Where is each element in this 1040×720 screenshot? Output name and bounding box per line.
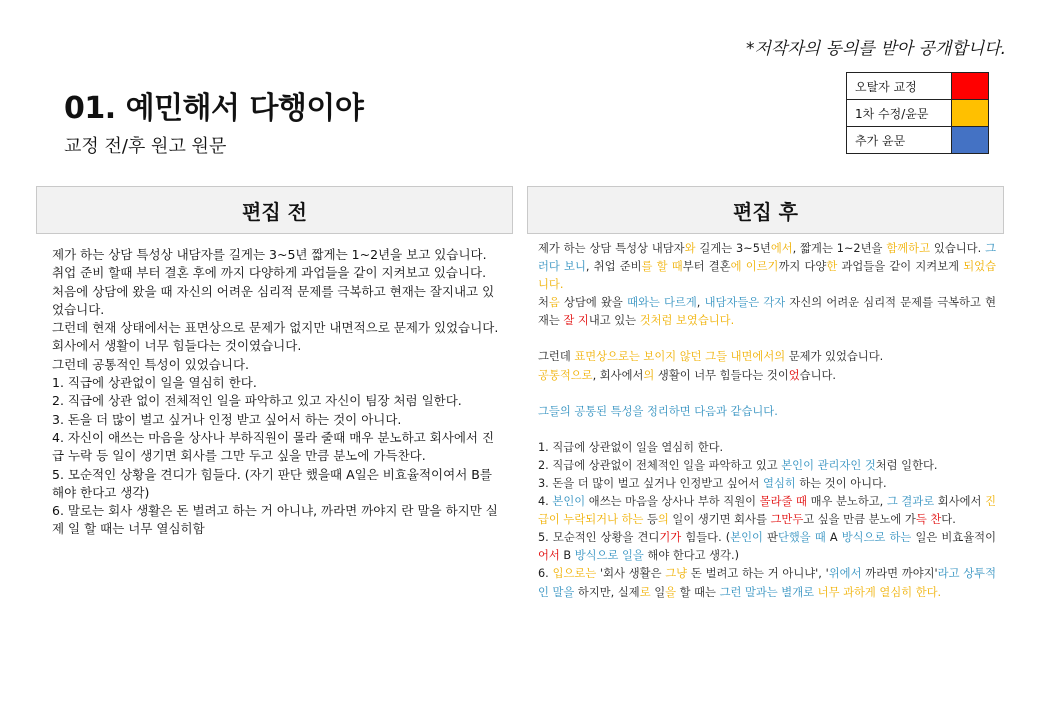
text-segment: 회사에서 bbox=[934, 495, 986, 509]
first-edit: 너무 과하게 열심히 한다. bbox=[817, 585, 942, 599]
typo-fix: 득 찬 bbox=[915, 513, 942, 527]
text-segment: 부터 결혼 bbox=[682, 260, 731, 274]
text-segment: 할 때는 bbox=[676, 585, 720, 599]
legend-label: 1차 수정/윤문 bbox=[847, 100, 952, 127]
extra-edit: 그들의 공통된 특성을 정리하면 다음과 같습니다. bbox=[538, 404, 778, 418]
text-segment: 1. 직급에 상관없이 일을 열심히 한다. bbox=[538, 440, 724, 454]
first-edit: 와 bbox=[684, 242, 696, 255]
extra-edit: 본인이 bbox=[730, 531, 763, 545]
first-edit: 그냥 bbox=[665, 567, 688, 581]
before-paragraph: 처음에 상담에 왔을 때 자신의 어려운 심리적 문제를 극복하고 현재는 잘지내고 있었습니다. bbox=[52, 283, 495, 317]
text-segment: 과업들을 같이 지켜보게 bbox=[837, 260, 964, 274]
typo-fix: 잘 지 bbox=[563, 314, 589, 328]
text-segment: 까지 다양 bbox=[778, 260, 827, 274]
legend-swatch-red bbox=[952, 73, 989, 100]
extra-edit: 내담자들은 각자 bbox=[704, 296, 786, 310]
text-segment: 길게는 3~5년 bbox=[695, 242, 771, 255]
text-segment: 매우 분노하고, bbox=[806, 495, 887, 509]
typo-fix: 었 bbox=[788, 368, 800, 382]
extra-edit: 본인이 관리자인 것 bbox=[781, 458, 876, 472]
after-paragraph bbox=[538, 475, 996, 493]
after-paragraph bbox=[538, 493, 996, 529]
text-segment: 판 bbox=[762, 531, 778, 545]
extra-edit: 때와는 다르게 bbox=[627, 296, 697, 310]
legend-swatch-yellow bbox=[952, 100, 989, 127]
first-edit: 입으로는 bbox=[552, 567, 597, 581]
text-segment: 내고 있는 bbox=[588, 314, 640, 328]
extra-edit: 위에서 bbox=[828, 567, 862, 581]
before-paragraph: 제가 하는 상담 특성상 내담자를 길게는 3~5년 짧게는 1~2년을 보고 있습니다. bbox=[52, 247, 487, 262]
text-segment: 해야 한다고 생각.) bbox=[643, 549, 740, 563]
text-segment: 자신의 어려운 심리적 문제를 극복하고 현재는 bbox=[538, 296, 996, 328]
extra-edit: 그런 말과는 별개로 bbox=[719, 585, 815, 599]
before-paragraph: 그런데 현재 상태에서는 표면상으로 문제가 없지만 내면적으로 문제가 있었습니다. bbox=[52, 320, 499, 336]
first-edit: 의 bbox=[643, 368, 655, 382]
first-edit: 로 bbox=[639, 585, 651, 599]
extra-edit: 그 결과로 bbox=[886, 495, 935, 509]
before-paragraph: 그런데 공통적인 특성이 있었습니다. bbox=[52, 356, 250, 372]
text-segment: 생활이 너무 힘들다는 것이 bbox=[654, 368, 789, 382]
text-segment: 하지만, 실제 bbox=[574, 585, 640, 599]
paragraph-gap bbox=[538, 330, 996, 348]
paragraph-gap bbox=[538, 421, 996, 439]
text-segment: 일은 비효율적이 bbox=[911, 531, 996, 545]
before-paragraph: 취업 준비 할때 부터 결혼 후에 까지 다양하게 과업들을 같이 지켜보고 있습니다. bbox=[52, 265, 487, 281]
extra-edit: 열심히 bbox=[763, 476, 796, 490]
extra-edit: 방식으로 하는 bbox=[841, 531, 912, 545]
text-segment: 3. 돈을 더 많이 벌고 싶거나 인정받고 싶어서 bbox=[538, 476, 764, 490]
page-title: 01. 예민해서 다행이야 bbox=[64, 91, 364, 126]
text-segment: 다. bbox=[941, 513, 956, 527]
legend-label: 추가 윤문 bbox=[847, 127, 952, 154]
text-segment: 애쓰는 마음을 상사나 부하 직원이 bbox=[585, 495, 760, 509]
text-segment: A bbox=[825, 531, 842, 545]
before-text bbox=[52, 246, 504, 539]
after-panel-header: 편집 후 bbox=[527, 186, 1004, 234]
typo-fix: 그만두 bbox=[770, 513, 804, 527]
paragraph-gap bbox=[538, 385, 996, 403]
text-segment: 6. bbox=[538, 567, 553, 581]
after-paragraph bbox=[538, 529, 996, 565]
before-paragraph: 2. 직급에 상관 없이 전체적인 일을 파악하고 있고 자신이 팀장 처럼 일한다. bbox=[52, 393, 462, 409]
before-paragraph: 3. 돈을 더 많이 벌고 싶거나 인정 받고 싶어서 하는 것이 아니다. bbox=[52, 411, 402, 427]
after-paragraph bbox=[538, 439, 996, 457]
typo-fix: 기가 bbox=[659, 531, 682, 545]
first-edit: 음 bbox=[548, 296, 560, 310]
text-segment: 4. bbox=[538, 495, 553, 509]
first-edit: 진급이 누락되거나 하는 bbox=[538, 495, 996, 527]
after-paragraph bbox=[538, 348, 996, 366]
text-segment: 그런데 bbox=[538, 350, 575, 364]
first-edit: 을 bbox=[665, 585, 677, 599]
color-legend bbox=[846, 72, 989, 154]
legend-label: 오탈자 교정 bbox=[847, 73, 952, 100]
text-segment: 제가 하는 상담 특성상 내담자 bbox=[538, 242, 685, 255]
text-segment: 2. 직급에 상관없이 전체적인 일을 파악하고 있고 bbox=[538, 458, 782, 472]
extra-edit: 그러다 보니 bbox=[538, 242, 996, 274]
text-segment: , bbox=[696, 296, 705, 310]
after-paragraph bbox=[538, 403, 996, 421]
text-segment: '회사 생활은 bbox=[596, 567, 666, 581]
text-segment: B bbox=[559, 549, 575, 563]
text-segment: 등 bbox=[643, 513, 658, 527]
text-segment: 하는 것이 아니다. bbox=[795, 476, 887, 490]
text-segment: 처럼 일한다. bbox=[875, 458, 938, 472]
extra-edit: 단했을 때 bbox=[777, 531, 826, 545]
first-edit: 되었습니다. bbox=[538, 260, 996, 292]
text-segment: , 짧게는 1~2년을 bbox=[792, 242, 887, 255]
after-paragraph bbox=[538, 240, 996, 294]
text-segment: 상담에 왔을 bbox=[559, 296, 628, 310]
first-edit: 표면상으로는 보이지 않던 그들 내면에서의 bbox=[574, 350, 786, 364]
before-paragraph: 6. 말로는 회사 생활은 돈 벌려고 하는 거 아니냐, 까라면 까야지 란 말을 하지만 실제 일 할 때는 너무 열심히함 bbox=[52, 503, 498, 537]
text-segment: 일 bbox=[650, 585, 666, 599]
text-segment: 습니다. bbox=[799, 368, 837, 382]
legend-row-typo bbox=[847, 73, 989, 100]
text-segment: 까라면 까야지' bbox=[861, 567, 938, 581]
first-edit: 에서 bbox=[770, 242, 793, 255]
text-segment: , 회사에서 bbox=[592, 368, 644, 382]
first-edit: 공통적으로 bbox=[538, 368, 593, 382]
page-subtitle: 교정 전/후 원고 원문 bbox=[64, 136, 227, 157]
after-paragraph bbox=[538, 565, 996, 601]
legend-swatch-blue bbox=[952, 127, 989, 154]
first-edit: 함께하고 bbox=[886, 242, 931, 255]
before-paragraph: 회사에서 생활이 너무 힘들다는 것이였습니다. bbox=[52, 338, 302, 354]
text-segment: 있습니다. bbox=[930, 242, 986, 255]
extra-edit: 라고 상투적인 말을 bbox=[538, 567, 997, 599]
text-segment: 처 bbox=[538, 296, 549, 310]
first-edit: 를 할 때 bbox=[641, 260, 683, 274]
copyright-notice: *저작자의 동의를 받아 공개합니다. bbox=[745, 39, 1006, 59]
after-paragraph bbox=[538, 367, 996, 385]
text-segment: 돈 벌려고 하는 거 아니냐', ' bbox=[687, 567, 829, 581]
extra-edit: 본인이 bbox=[552, 495, 586, 509]
first-edit: 의 bbox=[657, 513, 669, 527]
text-segment: 고 싶을 만큼 분노에 가 bbox=[803, 513, 916, 527]
text-segment: 5. 모순적인 상황을 견디 bbox=[538, 531, 660, 545]
text-segment: 힘들다. ( bbox=[681, 531, 731, 545]
first-edit: 것처럼 보였습니다. bbox=[639, 314, 735, 328]
before-paragraph: 5. 모순적인 상황을 견디가 힘들다. (자기 판단 했을때 A일은 비효율적이여서 B를 해야 한다고 생각) bbox=[52, 466, 492, 500]
first-edit: 한 bbox=[826, 260, 838, 274]
after-text bbox=[538, 240, 996, 602]
extra-edit: 방식으로 일을 bbox=[574, 549, 644, 563]
before-paragraph: 4. 자신이 애쓰는 마음을 상사나 부하직원이 몰라 줄때 매우 분노하고 회사에서 진급 누락 등 일이 생기면 회사를 그만 두고 싶을 만큼 분노에 가득찬다. bbox=[52, 429, 495, 464]
before-paragraph: 1. 직급에 상관없이 일을 열심히 한다. bbox=[52, 375, 257, 391]
before-panel-header: 편집 전 bbox=[36, 186, 513, 234]
first-edit: 에 이르기 bbox=[730, 260, 779, 274]
typo-fix: 몰라줄 때 bbox=[759, 495, 807, 509]
text-segment: , 취업 준비 bbox=[585, 260, 642, 274]
after-paragraph bbox=[538, 457, 996, 475]
text-segment: 일이 생기면 회사를 bbox=[668, 513, 771, 527]
typo-fix: 어서 bbox=[538, 549, 560, 563]
legend-row-extra-edit bbox=[847, 127, 989, 154]
text-segment: 문제가 있었습니다. bbox=[785, 350, 884, 364]
legend-row-first-edit bbox=[847, 100, 989, 127]
after-paragraph bbox=[538, 294, 996, 330]
